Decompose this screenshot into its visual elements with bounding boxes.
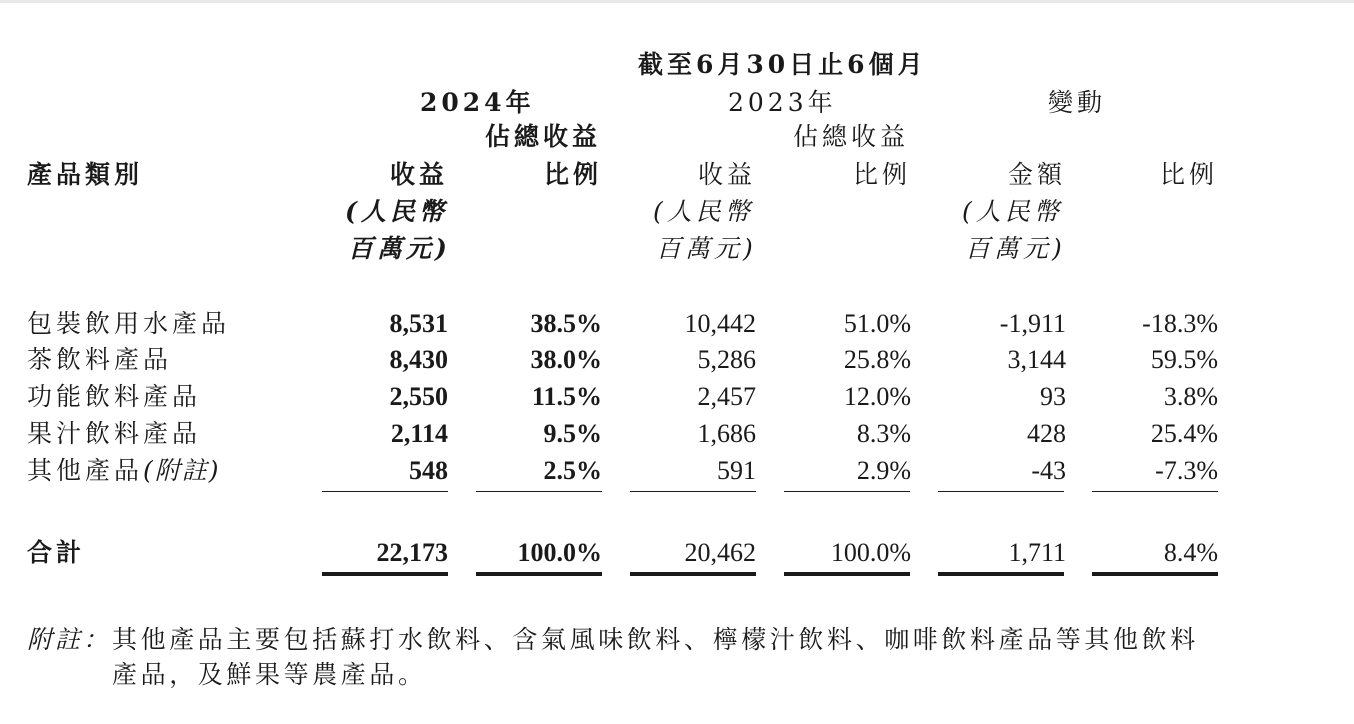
- row-change-amount: 428: [1027, 419, 1066, 448]
- total-rule-ratio-2023: [784, 572, 910, 576]
- total-rule-change-ratio: [1092, 572, 1218, 576]
- row-category-wrapper: [27, 456, 221, 486]
- row-ratio-2023: 8.3%: [856, 419, 911, 448]
- row-revenue-2024: 548: [409, 456, 448, 485]
- row-ratio-2024: 2.5%: [543, 456, 602, 485]
- change-ratio-header: 比例: [1159, 160, 1218, 189]
- row-ratio-2024: 9.5%: [543, 419, 602, 448]
- total-rule-rev-2024: [322, 572, 448, 576]
- subtotal-rule-rev-2024: [322, 491, 448, 492]
- year-2023-heading: 2023年: [728, 88, 837, 117]
- subtotal-rule-ratio-2024: [476, 491, 602, 492]
- row-change-ratio: 3.8%: [1163, 382, 1218, 411]
- period-heading: 截至6月30日止6個月: [638, 50, 927, 79]
- total-change-ratio: 8.4%: [1163, 538, 1218, 567]
- subtotal-rule-ratio-2023: [784, 491, 910, 492]
- row-revenue-2024: 2,550: [389, 382, 448, 411]
- row-ratio-2023: 12.0%: [843, 382, 911, 411]
- row-revenue-2023: 591: [717, 456, 756, 485]
- total-revenue-2023: 20,462: [684, 538, 756, 567]
- row-revenue-2023: 1,686: [697, 419, 756, 448]
- unit-2023-line2: 百萬元): [656, 234, 757, 263]
- row-revenue-2024: 2,114: [390, 419, 448, 448]
- row-category: 功能飲料產品: [27, 382, 202, 411]
- row-ratio-2023: 51.0%: [843, 309, 911, 338]
- total-ratio-2024: 100.0%: [517, 538, 602, 567]
- unit-change-line2: 百萬元): [965, 234, 1066, 263]
- row-change-ratio: -7.3%: [1155, 456, 1218, 485]
- row-category: 果汁飲料產品: [27, 419, 202, 448]
- revenue-2024-header: 收益: [389, 160, 448, 189]
- ratio-2023-header: 比例: [852, 160, 911, 189]
- category-column-header: 產品類別: [27, 160, 144, 189]
- change-amount-header: 金額: [1007, 160, 1066, 189]
- row-ratio-2024: 11.5%: [531, 382, 602, 411]
- total-label: 合計: [27, 538, 86, 567]
- row-ratio-2024: 38.0%: [530, 345, 602, 374]
- unit-change-line1: (人民幣: [962, 197, 1063, 226]
- row-change-amount: -1,911: [999, 309, 1066, 338]
- total-rule-rev-2023: [630, 572, 756, 576]
- row-change-amount: -43: [1031, 456, 1066, 485]
- row-ratio-2023: 2.9%: [856, 456, 911, 485]
- note-line-1: 其他產品主要包括蘇打水飲料、含氣風味飲料、檸檬汁飲料、咖啡飲料產品等其他飲料: [112, 625, 1199, 654]
- total-revenue-2024: 22,173: [376, 538, 448, 567]
- unit-2024-line1: (人民幣: [345, 197, 448, 226]
- row-revenue-2023: 10,442: [684, 309, 756, 338]
- row-revenue-2024: 8,531: [389, 309, 448, 338]
- total-change-amount: 1,711: [1008, 538, 1066, 567]
- row-change-ratio: 25.4%: [1150, 419, 1218, 448]
- total-rule-change-amount: [938, 572, 1064, 576]
- pct-of-revenue-2024-label: 佔總收益: [485, 122, 602, 151]
- change-heading: 變動: [1048, 88, 1107, 117]
- row-ratio-2023: 25.8%: [843, 345, 911, 374]
- row-change-amount: 3,144: [1007, 345, 1066, 374]
- row-revenue-2023: 2,457: [697, 382, 756, 411]
- row-change-amount: 93: [1040, 382, 1066, 411]
- subtotal-rule-rev-2023: [630, 491, 756, 492]
- total-rule-ratio-2024: [476, 572, 602, 576]
- ratio-2024-header: 比例: [543, 160, 602, 189]
- unit-2023-line1: (人民幣: [653, 197, 754, 226]
- unit-2024-line2: 百萬元): [348, 234, 451, 263]
- row-category: 包裝飲用水產品: [27, 309, 231, 338]
- top-edge-strip: [0, 0, 1354, 3]
- pct-of-revenue-2023-label: 佔總收益: [793, 122, 910, 151]
- subtotal-rule-change-amount: [938, 491, 1064, 492]
- note-label: 附註：: [27, 625, 112, 654]
- revenue-2023-header: 收益: [697, 160, 756, 189]
- subtotal-rule-change-ratio: [1092, 491, 1218, 492]
- note-line-2: 產品，及鮮果等農產品。: [112, 660, 427, 689]
- row-category: 茶飲料產品: [27, 345, 173, 374]
- row-revenue-2023: 5,286: [697, 345, 756, 374]
- row-ratio-2024: 38.5%: [530, 309, 602, 338]
- row-change-ratio: -18.3%: [1142, 309, 1218, 338]
- row-category-note: (附註): [143, 456, 221, 485]
- year-2024-heading: 2024年: [420, 88, 535, 117]
- total-ratio-2023: 100.0%: [830, 538, 911, 567]
- row-category: 其他產品: [27, 456, 144, 485]
- row-change-ratio: 59.5%: [1150, 345, 1218, 374]
- row-revenue-2024: 8,430: [389, 345, 448, 374]
